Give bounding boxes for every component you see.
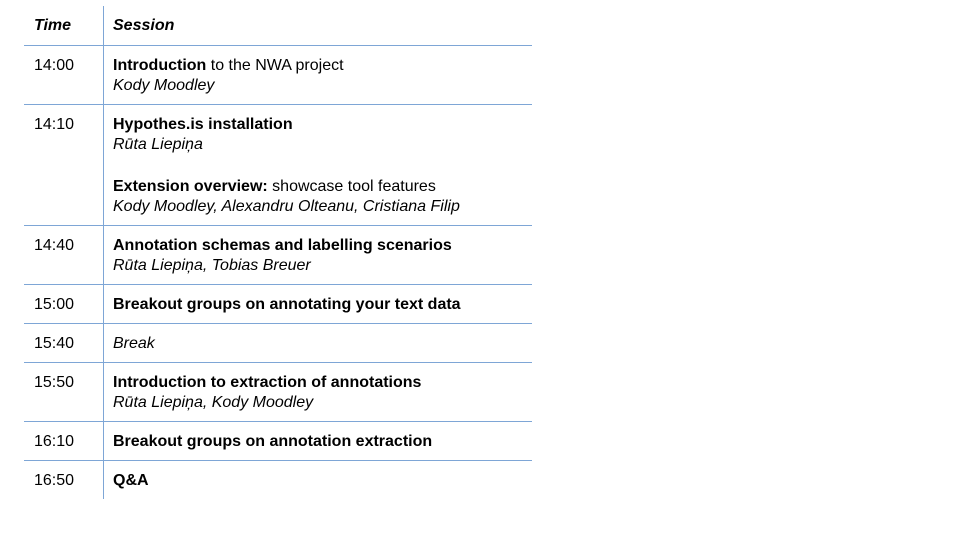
session-cell [104, 46, 532, 104]
session-title [113, 373, 532, 393]
session-title-bold: Hypothes.is installation [113, 116, 293, 133]
session-block [113, 56, 532, 96]
session-block [113, 115, 532, 155]
session-speakers: Kody Moodley, Alexandru Olteanu, Cristiana Filip [113, 198, 460, 215]
time-cell: 14:10 [24, 105, 104, 225]
session-speakers: Rūta Liepiņa, Tobias Breuer [113, 257, 311, 274]
session-cell [104, 285, 532, 323]
session-title [113, 432, 532, 452]
time-cell: 16:50 [24, 461, 104, 499]
session-block [113, 334, 532, 354]
time-cell: 15:40 [24, 324, 104, 362]
session-block [113, 471, 532, 491]
session-break-label: Break [113, 335, 155, 352]
table-row [24, 105, 532, 226]
session-title-bold: Introduction to extraction of annotations [113, 374, 422, 391]
session-title-bold: Extension overview: [113, 178, 268, 195]
session-title [113, 177, 532, 197]
session-column-header: Session [113, 17, 175, 34]
session-speakers: Kody Moodley [113, 77, 215, 94]
session-title-bold: Breakout groups on annotating your text data [113, 296, 461, 313]
session-cell [104, 422, 532, 460]
session-title [113, 56, 532, 76]
session-title [113, 295, 532, 315]
time-cell: 15:00 [24, 285, 104, 323]
session-block [113, 373, 532, 413]
session-block [113, 432, 532, 452]
table-row [24, 285, 532, 324]
table-row [24, 461, 532, 499]
session-speakers: Rūta Liepiņa [113, 136, 203, 153]
session-title-bold: Introduction [113, 57, 207, 74]
session-cell [104, 363, 532, 421]
session-title-rest: showcase tool features [267, 178, 436, 195]
table-row [24, 226, 532, 285]
session-cell [104, 105, 532, 225]
table-row [24, 422, 532, 461]
time-cell: 14:40 [24, 226, 104, 284]
table-row [24, 363, 532, 422]
table-row [24, 324, 532, 363]
session-title [113, 471, 532, 491]
session-block [113, 295, 532, 315]
session-title [113, 236, 532, 256]
session-block [113, 236, 532, 276]
session-title-bold: Q&A [113, 472, 149, 489]
session-title-rest: to the NWA project [206, 57, 344, 74]
session-title-bold: Annotation schemas and labelling scenarios [113, 237, 452, 254]
session-cell [104, 324, 532, 362]
agenda-table [24, 6, 532, 499]
time-cell: 16:10 [24, 422, 104, 460]
table-row [24, 46, 532, 105]
session-cell [104, 461, 532, 499]
time-column-header: Time [24, 6, 104, 45]
session-speakers: Rūta Liepiņa, Kody Moodley [113, 394, 314, 411]
time-cell: 14:00 [24, 46, 104, 104]
session-title-bold: Breakout groups on annotation extraction [113, 433, 433, 450]
session-cell [104, 226, 532, 284]
table-header-row [24, 6, 532, 46]
session-block [113, 177, 532, 217]
session-title [113, 115, 532, 135]
time-cell: 15:50 [24, 363, 104, 421]
